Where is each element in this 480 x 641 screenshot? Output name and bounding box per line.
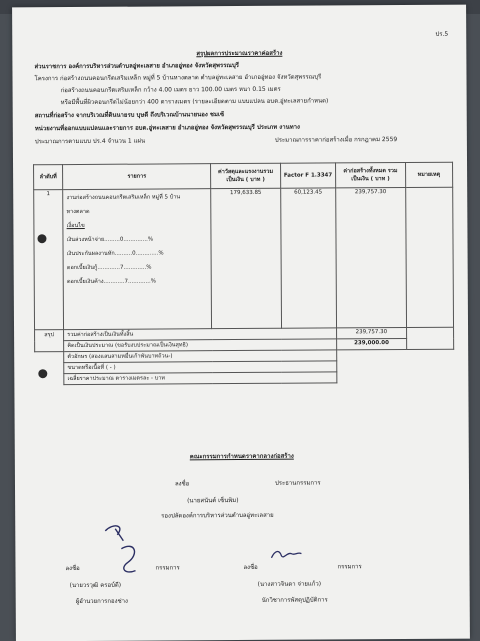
committee-title: คณะกรรมการกำหนดราคากลางก่อสร้าง [189, 452, 294, 461]
project-spec-line: ก่อสร้างถนนคอนกรีตเสริมเหล็ก กว้าง 4.00 เมตร ยาว 100.00 เมตร หนา 0.15 เมตร [60, 85, 281, 95]
estimate-date: ประมาณการราคาก่อสร้างเมื่อ กรกฎาคม 2559 [274, 136, 398, 144]
header-no: ลำดับที่ [34, 165, 63, 190]
factor-value: 60,123.45 [280, 188, 336, 328]
right-name: (นางสาวจินดา จ่ายแก้ว) [257, 580, 322, 588]
budget-label: คิดเป็นเงินประมาณ (ขอรับงบประมาณเป็นเงินสุทธิ) [64, 339, 337, 352]
right-role: กรรมการ [337, 563, 362, 571]
punch-hole [37, 234, 46, 243]
right-sign-label: ลงชื่อ [243, 563, 258, 571]
left-role: กรรมการ [155, 564, 180, 572]
item-line: เงินประกันผลงานหัก..........0.............% [66, 250, 164, 258]
project-line: โครงการ ก่อสร้างถนนคอนกรีตเสริมเหล็ก หมู่ที่ 5 บ้านหางตลาด ตำบลอู่ทะเลสาย อำเภออู่ทอง จังหวัดสุพรรณบุรี [34, 73, 322, 83]
left-sign-label: ลงชื่อ [65, 564, 80, 573]
chair-role: ประธานกรรมการ [274, 479, 321, 487]
average-row [35, 371, 454, 385]
letters-label: ตัวอักษร (สองแสนสามหมื่นเก้าพันบาทถ้วน-) [64, 350, 337, 363]
average-label: เฉลี่ยราคาประมาณ ตารางเมตรละ - บาท [64, 372, 337, 385]
size-label: ขนาดหรือเนื้อที่ ( - ) [64, 361, 337, 374]
item-line: ดอกเบี้ยเงินกู้.............7.............% [66, 264, 152, 272]
item-line: เงินล่วงหน้าจ่าย.........0..............% [66, 236, 154, 244]
table-header-row [34, 162, 453, 190]
chair-position: รองปลัดองค์การบริหารส่วนตำบลอู่ทะเลสาย [161, 511, 274, 520]
row-number: 1 [34, 190, 64, 330]
estimate-line: ประมาณการตามแบบ ปร.4 จำนวน 1 แผ่น [34, 137, 146, 146]
remark-cell [405, 187, 453, 327]
header-material: ค่าวัสดุและแรงงานรวม เป็นเงิน ( บาท ) [211, 163, 281, 188]
material-cost: 179,633.85 [211, 188, 281, 328]
table-row [34, 187, 454, 330]
budget-value: 239,000.00 [337, 338, 407, 349]
total-value: 239,757.30 [336, 187, 406, 327]
right-position: นักวิชาการพัสดุปฏิบัติการ [261, 596, 328, 604]
blank-cell [35, 352, 64, 363]
header-item: รายการ [63, 164, 211, 190]
chair-name: (นายสนันต์ เซ็นพิม) [187, 497, 239, 505]
blank-cell [337, 360, 454, 372]
designer-line: หน่วยงานที่ออกแบบแปลนและรายการ อบต.อู่ทะเลสาย อำเภออู่ทอง จังหวัดสุพรรณบุรี ประเภท งานทาง [34, 123, 300, 133]
cost-summary-table [33, 162, 454, 386]
header-total: ค่าก่อสร้างทั้งหมด รวมเป็นเงิน ( บาท ) [336, 162, 406, 187]
document-title: สรุปผลการประมาณราคาค่อสร้าง [196, 49, 283, 58]
location-line: สถานที่ก่อสร้าง จากบริเวณที่ดินนายรบ บุษดี ถึงบริเวณบ้านนายนอง ชมเซ้ [34, 111, 225, 120]
row-item-cell [63, 189, 212, 330]
item-line: หางตลาด [66, 208, 90, 216]
left-name: (นายวรวุฒิ ครอบ์ดี) [69, 581, 122, 590]
punch-hole [38, 369, 47, 378]
sum-label: รวมค่าก่อสร้างเป็นเงินทั้งสิ้น [64, 328, 337, 341]
left-position: ผู้อำนวยการกองช่าง [75, 597, 128, 606]
sum-value: 239,757.30 [337, 327, 407, 338]
right-signature-scribble [267, 546, 307, 564]
item-line: ดอกเบี้ยเงินค้าง............7.............% [66, 278, 156, 286]
chair-sign-label: ลงชื่อ [174, 480, 190, 488]
blank-cell [337, 349, 454, 361]
item-condition-heading: เงื่อนไข [66, 222, 85, 230]
sum-remark [406, 327, 454, 349]
item-line: งานก่อสร้างถนนคอนกรีตเสริมเหล็ก หมู่ที่ 5 บ้าน [66, 194, 181, 202]
project-area-line: หรือมีพื้นที่ผิวคอนกรีตไม่น้อยกว่า 400 ตารางเมตร (รายละเอียดตาม แบบแปลน อบต.อู่ทะเลสายกำหนด) [60, 97, 329, 107]
header-remark: หมายเหตุ [405, 162, 453, 187]
header-factor: Factor F 1.3347 [280, 163, 336, 188]
left-signature-scribble [95, 519, 155, 579]
summary-label: สรุป [35, 330, 64, 352]
document-page [12, 5, 470, 641]
blank-cell [337, 371, 454, 383]
page-number: ปร.5 [435, 30, 449, 38]
agency-line: ส่วนราชการ องค์การบริหารส่วนตำบลอู่ทะเลสาย อำเภออู่ทอง จังหวัดสุพรรณบุรี [34, 62, 240, 71]
